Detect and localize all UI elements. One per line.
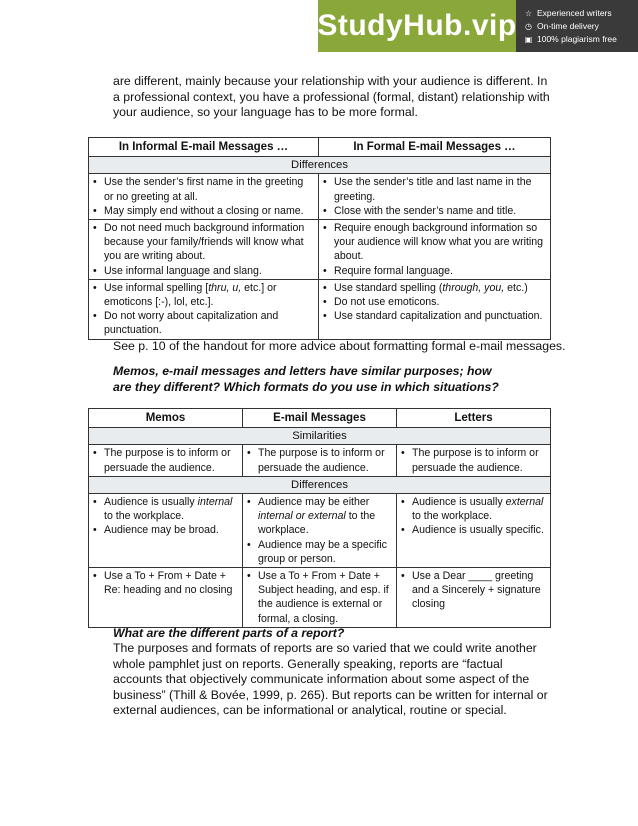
letters-header: Letters xyxy=(397,409,551,428)
shield-icon: ▣ xyxy=(524,35,533,44)
formal-cell xyxy=(319,279,551,339)
bullet-list xyxy=(93,175,315,218)
star-icon: ☆ xyxy=(524,9,533,18)
email-cell xyxy=(243,568,397,628)
bullet-item: • Audience is usually specific. xyxy=(401,523,547,537)
question-report-parts: What are the different parts of a report? xyxy=(113,626,345,640)
bullet-list xyxy=(247,446,393,474)
formats-comparison-table xyxy=(88,408,551,628)
report-paragraph: The purposes and formats of reports are so varied that we could write another whole pamphlet just on reports. Generally speaking, reports are “factual accounts that objectively communicate information about some aspect of the business” (Thill & Bovée, 1999, p. 265). But reports can be written for internal or external audiences, can be informational or analytical, routine or special. xyxy=(113,641,548,717)
email-comparison-table xyxy=(88,137,551,340)
memos-cell xyxy=(89,494,243,568)
letters-cell xyxy=(397,494,551,568)
bullet-list xyxy=(93,569,239,597)
bullet-list xyxy=(247,569,393,626)
informal-cell xyxy=(89,279,319,339)
bullet-item: • May simply end without a closing or name. xyxy=(93,204,315,218)
formal-cell xyxy=(319,174,551,220)
bullet-item: • Use a To + From + Date + Re: heading and no closing xyxy=(93,569,239,597)
bullet-item: • Close with the sender’s name and title. xyxy=(323,204,547,218)
bullet-item: • Do not use emoticons. xyxy=(323,295,547,309)
studyhub-banner[interactable] xyxy=(318,0,638,52)
feature-item xyxy=(524,20,638,33)
bullet-list xyxy=(247,495,393,566)
memos-cell xyxy=(89,445,243,476)
informal-header: In Informal E-mail Messages … xyxy=(89,138,319,157)
bullet-item: • Use a To + From + Date + Subject heading, and esp. if the audience is external or formal, a closing. xyxy=(247,569,393,626)
letters-cell xyxy=(397,445,551,476)
bullet-item: • Audience is usually internal to the workplace. xyxy=(93,495,239,523)
formal-header: In Formal E-mail Messages … xyxy=(319,138,551,157)
bullet-item: • Audience may be a specific group or person. xyxy=(247,538,393,566)
feature-text: Experienced writers xyxy=(537,8,612,18)
email-header: E-mail Messages xyxy=(243,409,397,428)
bullet-list xyxy=(323,221,547,278)
bullet-item: • Use the sender’s first name in the greeting or no greeting at all. xyxy=(93,175,315,203)
question-formats: Memos, e-mail messages and letters have similar purposes; how are they different? Which formats do you use in which situations? xyxy=(113,364,499,394)
studyhub-logo: StudyHub.vip xyxy=(318,0,516,52)
bullet-item: • Do not need much background information because your family/friends will know what you are writing about. xyxy=(93,221,315,264)
feature-item xyxy=(524,7,638,20)
memos-cell xyxy=(89,568,243,628)
bullet-item: • The purpose is to inform or persuade the audience. xyxy=(247,446,393,474)
bullet-item: • Audience may be either internal or external to the workplace. xyxy=(247,495,393,538)
bullet-list xyxy=(323,175,547,218)
bullet-list xyxy=(93,221,315,278)
bullet-list xyxy=(323,281,547,324)
bullet-list xyxy=(93,495,239,538)
bullet-item: • Require enough background information so your audience will know what you are writing about. xyxy=(323,221,547,264)
bullet-item: • Use standard capitalization and punctuation. xyxy=(323,309,547,323)
bullet-item: • Audience is usually external to the workplace. xyxy=(401,495,547,523)
feature-item xyxy=(524,33,638,46)
bullet-item: • Use standard spelling (through, you, etc.) xyxy=(323,281,547,295)
letters-cell xyxy=(397,568,551,628)
bullet-item: • Require formal language. xyxy=(323,264,547,278)
differences-band: Differences xyxy=(89,157,551,174)
email-cell xyxy=(243,445,397,476)
bullet-item: • Use the sender’s title and last name in the greeting. xyxy=(323,175,547,203)
bullet-list xyxy=(401,446,547,474)
bullet-item: • Do not worry about capitalization and punctuation. xyxy=(93,309,315,337)
bullet-item: • Use a Dear ____ greeting and a Sincerely + signature closing xyxy=(401,569,547,612)
bullet-item: • The purpose is to inform or persuade the audience. xyxy=(93,446,239,474)
informal-cell xyxy=(89,174,319,220)
bullet-item: • Use informal spelling [thru, u, etc.] or emoticons [:-), lol, etc.]. xyxy=(93,281,315,309)
differences-band: Differences xyxy=(89,476,551,493)
bullet-list xyxy=(93,281,315,338)
bullet-list xyxy=(401,495,547,538)
bullet-list xyxy=(401,569,547,612)
memos-header: Memos xyxy=(89,409,243,428)
handout-note: See p. 10 of the handout for more advice about formatting formal e-mail messages. xyxy=(113,339,566,353)
bullet-item: • Audience may be broad. xyxy=(93,523,239,537)
clock-icon: ◷ xyxy=(525,22,532,31)
bullet-item: • Use informal language and slang. xyxy=(93,264,315,278)
feature-list xyxy=(516,0,638,52)
informal-cell xyxy=(89,220,319,280)
bullet-item: • The purpose is to inform or persuade the audience. xyxy=(401,446,547,474)
email-cell xyxy=(243,494,397,568)
intro-paragraph: are different, mainly because your relationship with your audience is different. In a professional context, you have a professional (formal, distant) relationship with your audience, so your language has to be more formal. xyxy=(113,74,550,119)
feature-text: 100% plagiarism free xyxy=(537,34,617,44)
formal-cell xyxy=(319,220,551,280)
similarities-band: Similarities xyxy=(89,428,551,445)
bullet-list xyxy=(93,446,239,474)
feature-text: On-time delivery xyxy=(537,21,599,31)
